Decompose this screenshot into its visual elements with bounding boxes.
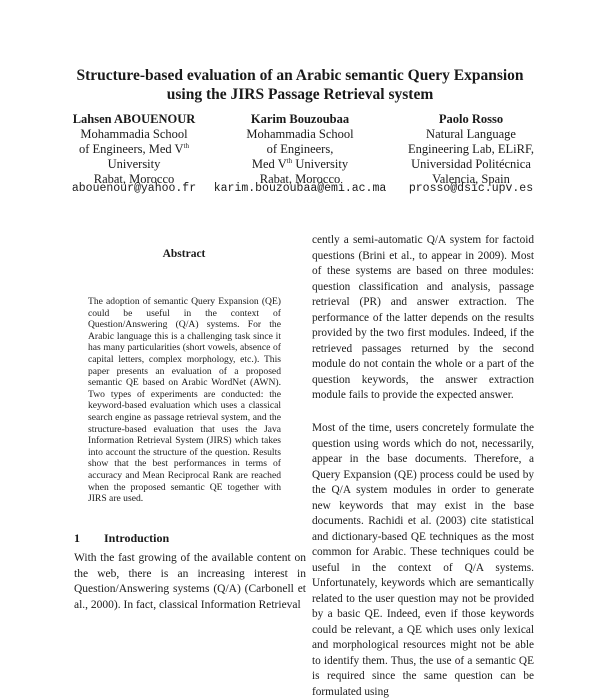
author-affiliation: University — [107, 157, 161, 171]
author-email-3[interactable]: prosso@dsic.upv.es — [408, 182, 534, 195]
author-affiliation: Engineering Lab, ELiRF, — [407, 142, 535, 156]
author-affiliation: of Engineers, — [266, 142, 334, 156]
right-column-paragraph-2: Most of the time, users concretely formulate the question using words which do not, necessarily, appear in the base documents. Therefore, a Query Expansion (QE) process could be used by the Q/A system modules in order to generate new keywords that may exist in the base documents. Rachidi et al. (2003) cite statistical and dictionary-based QE techniques as the most common for Arabic. These techniques could be useful in the context of Q/A systems. Unfortunately, keywords which are semantically related to the user question may not be provided by a basic QE. Indeed, even if those keywords could be relevant, a QE which uses only lexical and morphological resources might not be able to identify them. Thus, the use of a semantic QE is required since the same question can be formulated using — [312, 422, 534, 698]
paper-title-line-1: Structure-based evaluation of an Arabic semantic Query Expansion — [76, 67, 524, 84]
author-email-1[interactable]: abouenour@yahoo.fr — [71, 182, 197, 195]
abstract-heading: Abstract — [162, 248, 206, 260]
author-email-2[interactable]: karim.bouzoubaa@emi.ac.ma — [213, 182, 387, 195]
author-name: Paolo Rosso — [438, 112, 504, 126]
author-affiliation: Med Vth University — [251, 156, 349, 171]
right-column-paragraph-1: cently a semi-automatic Q/A system for factoid questions (Brini et al., to appear in 2009). Most of these systems are based on three modules: question classification and analysis, passage retrieval (PR) and answer extraction. The performance of the latter depends on the results provided by the two first modules. Indeed, if the retrieved passages returned by the second module do not contain the whole or a part of the question keywords, the answer extraction module fails to provide the expected answer. — [312, 234, 534, 401]
author-block-3 — [396, 112, 546, 187]
author-name: Karim Bouzoubaa — [250, 112, 350, 126]
section-number: 1 — [74, 531, 80, 545]
author-affiliation: Mohammadia School — [80, 127, 188, 141]
section-heading-introduction — [74, 531, 169, 546]
author-affiliation: Natural Language — [426, 127, 516, 141]
author-affiliation: Mohammadia School — [246, 127, 354, 141]
author-block-2 — [230, 112, 370, 187]
author-block-1 — [64, 112, 204, 187]
author-name: Lahsen ABOUENOUR — [72, 112, 196, 126]
section-title: Introduction — [104, 531, 170, 545]
author-affiliation: of Engineers, Med Vth — [78, 141, 190, 156]
author-location: Rabat, Morocco — [259, 172, 341, 186]
author-location: Rabat, Morocco — [93, 172, 175, 186]
paper-title-line-2: using the JIRS Passage Retrieval system — [166, 86, 434, 103]
introduction-text: With the fast growing of the available content on the web, there is an increasing interest in Question/Answering systems (Q/A) (Carbonell et al., 2000). In fact, classical Information Retrieval — [74, 552, 306, 611]
abstract-text: The adoption of semantic Query Expansion (QE) could be useful in the context of Question/Answering (Q/A) systems. For the Arabic language this is a challenging task since it has many particularities (short vowels, absence of capital letters, complex morphology, etc.). This paper presents an evaluation of a proposed semantic QE based on Arabic WordNet (AWN). Two types of experiments are conducted: the keyword-based evaluation which uses a classical search engine as passage retrieval system, and the structure-based evaluation that uses the Java Information Retrieval System (JIRS) which takes into account the structure of the question. Results show that the best performances in terms of accuracy and Mean Reciprocal Rank are reached when the proposed semantic QE together with JIRS are used. — [88, 296, 281, 505]
author-location: Valencia, Spain — [432, 172, 510, 186]
author-affiliation: Universidad Politécnica — [411, 157, 531, 171]
